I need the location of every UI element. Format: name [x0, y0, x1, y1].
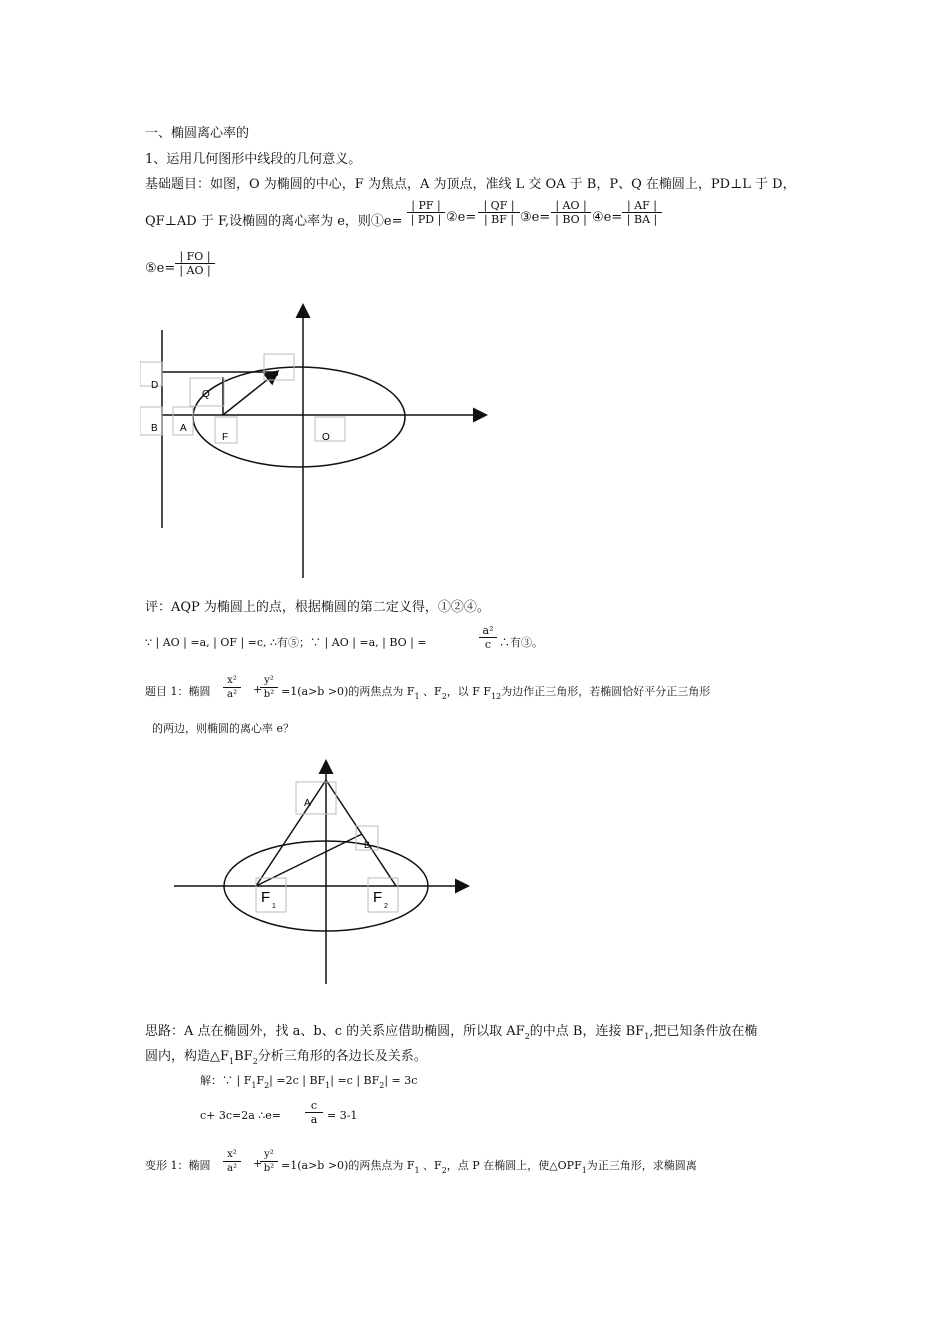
fraction-4-num: | AF |: [622, 199, 662, 213]
basic-problem-line2: QF⊥AD 于 F,设椭圆的离心率为 e，则①e=: [145, 214, 403, 229]
fraction-4: [622, 199, 662, 226]
segment-f1a: [256, 780, 326, 886]
section-heading: 一、椭圆离心率的: [145, 126, 250, 141]
fraction-2: [478, 199, 520, 226]
problem1-sub12b: 2: [496, 692, 502, 701]
solution-line2: c+ 3c=2a ∴e=: [200, 1109, 282, 1122]
variant1-sub3: 1: [581, 1166, 587, 1175]
problem1-sub1: 1: [414, 692, 420, 701]
variant1-plus: +: [253, 1157, 263, 1170]
problem1-sub12a: 1: [491, 692, 497, 701]
label-f: F: [222, 432, 229, 443]
comment-line2: ∵ | AO | =a, | OF | =c, ∴有⑤；∵ | AO | =a, | BO | =: [145, 636, 427, 649]
problem1-sub2: 2: [441, 692, 447, 701]
problem1-eq: =1(a>b >0)的两焦点为 F: [281, 685, 415, 698]
problem1-prefix: 题目 1：椭圆: [145, 685, 211, 698]
idea-line1-sub: 2: [524, 1032, 530, 1041]
variant1-frac-y-den: b²: [263, 1163, 275, 1174]
problem1-text: [281, 683, 710, 699]
variant1-frac-x-num: x²: [223, 1148, 241, 1162]
solution-fraction: [305, 1099, 323, 1126]
marker-3: ③e=: [520, 210, 551, 225]
idea-line1-sub2: 1: [644, 1032, 650, 1041]
solution-fraction-num: c: [305, 1099, 323, 1113]
comment-line2-end: ∴有③。: [499, 636, 543, 649]
fraction-3-den: | BO |: [555, 213, 587, 226]
solution-line1-c: | =c | BF: [330, 1074, 380, 1087]
problem1-plus: +: [253, 683, 263, 696]
fraction-3: [551, 199, 591, 226]
idea-line2-b: BF: [234, 1049, 253, 1064]
label-d: D: [151, 380, 159, 391]
comment-fraction-num: a²: [479, 624, 497, 638]
problem1-frac-x-den: a²: [227, 689, 237, 700]
label-a: A: [304, 798, 311, 809]
problem1-mid: ，以 F F: [446, 685, 492, 698]
variant1-prefix: 变形 1：椭圆: [145, 1159, 211, 1172]
fraction-1: [407, 199, 445, 226]
problem1-rest: 为边作正三角形，若椭圆恰好平分正三角形: [501, 685, 711, 698]
label-b: B: [151, 423, 158, 434]
label-box-o: [315, 417, 345, 441]
marker-2: ②e=: [446, 210, 477, 225]
label-b: B: [364, 840, 371, 850]
label-o: O: [322, 432, 330, 443]
fraction-5: [175, 250, 215, 277]
problem1-sep: 、F: [419, 685, 442, 698]
variant1-sep: 、F: [419, 1159, 442, 1172]
solution-fraction-den: a: [310, 1113, 318, 1126]
idea-line2: [145, 1045, 427, 1064]
idea-line2-a: 圆内，构造△F: [145, 1049, 230, 1064]
solution-s1: 1: [251, 1081, 257, 1090]
basic-problem-line1: 基础题目：如图，O 为椭圆的中心，F 为焦点，A 为顶点，准线 L 交 OA 于 B，P、Q 在椭圆上，PD⊥L 于 D，: [145, 177, 796, 192]
fraction-2-num: | QF |: [478, 199, 520, 213]
label-f1-sub: 1: [272, 903, 276, 910]
solution-line2-end: = 3-1: [327, 1109, 358, 1122]
fraction-3-num: | AO |: [551, 199, 591, 213]
subsection-heading: 1、运用几何图形中线段的几何意义。: [145, 152, 362, 167]
idea-line2-c: 分析三角形的各边长及关系。: [257, 1049, 427, 1064]
variant1-rest-a: ，点 P 在椭圆上，使△OPF: [446, 1159, 582, 1172]
ellipse-figure-2: [170, 756, 475, 988]
label-f1: F: [261, 889, 271, 906]
fraction-5-den: | AO |: [179, 264, 211, 277]
label-f2-sub: 2: [384, 903, 388, 910]
marker-5: ⑤e=: [145, 261, 176, 276]
label-f2: F: [373, 889, 383, 906]
variant1-frac-y: [260, 1148, 278, 1175]
solution-line1: [200, 1072, 417, 1088]
fraction-1-num: | PF |: [407, 199, 445, 213]
comment-line1: 评：AQP 为椭圆上的点，根据椭圆的第二定义得，①②④。: [145, 600, 490, 615]
comment-fraction: [479, 624, 497, 651]
idea-line1: [145, 1020, 757, 1039]
variant1-eq: =1(a>b >0)的两焦点为 F: [281, 1159, 415, 1172]
solution-line1-d: | = 3c: [384, 1074, 418, 1087]
problem1-frac-y-num: y²: [260, 674, 278, 688]
variant1-frac-x-den: a²: [227, 1163, 237, 1174]
variant1-frac-y-num: y²: [260, 1148, 278, 1162]
idea-line1-c: ,把已知条件放在椭: [649, 1024, 758, 1039]
solution-F2: F: [256, 1074, 265, 1087]
problem1-frac-x-num: x²: [223, 674, 241, 688]
fraction-2-den: | BF |: [483, 213, 515, 226]
variant1-rest-b: 为正三角形，求椭圆离: [586, 1159, 697, 1172]
idea-line2-sub2: 2: [252, 1057, 258, 1066]
idea-line1-b: 的中点 B，连接 BF: [529, 1024, 645, 1039]
solution-s4: 2: [379, 1081, 385, 1090]
fraction-4-den: | BA |: [626, 213, 658, 226]
solution-s2: 2: [264, 1081, 270, 1090]
solution-line1-b: | =2c | BF: [269, 1074, 326, 1087]
label-q: Q: [202, 389, 210, 400]
problem1-frac-x: [223, 674, 241, 701]
fraction-1-den: | PD |: [410, 213, 442, 226]
variant1-sub1: 1: [414, 1166, 420, 1175]
comment-fraction-den: c: [484, 638, 492, 651]
label-a: A: [180, 423, 187, 434]
variant1-text: [281, 1157, 697, 1173]
problem1-frac-y-den: b²: [263, 689, 275, 700]
idea-line2-sub1: 1: [229, 1057, 235, 1066]
fraction-5-num: | FO |: [175, 250, 215, 264]
variant1-frac-x: [223, 1148, 241, 1175]
label-p: P: [272, 371, 279, 382]
marker-4: ④e=: [592, 210, 623, 225]
solution-s3: 1: [325, 1081, 331, 1090]
problem1-line2: 的两边，则椭圆的离心率 e？: [152, 722, 295, 735]
problem1-frac-y: [260, 674, 278, 701]
idea-line1-a: 思路：A 点在椭圆外，找 a、b、c 的关系应借助椭圆，所以取 AF: [145, 1024, 525, 1039]
solution-line1-a: 解：∵ | F: [200, 1074, 252, 1087]
variant1-sub2: 2: [441, 1166, 447, 1175]
ellipse-figure-1: [140, 298, 500, 580]
